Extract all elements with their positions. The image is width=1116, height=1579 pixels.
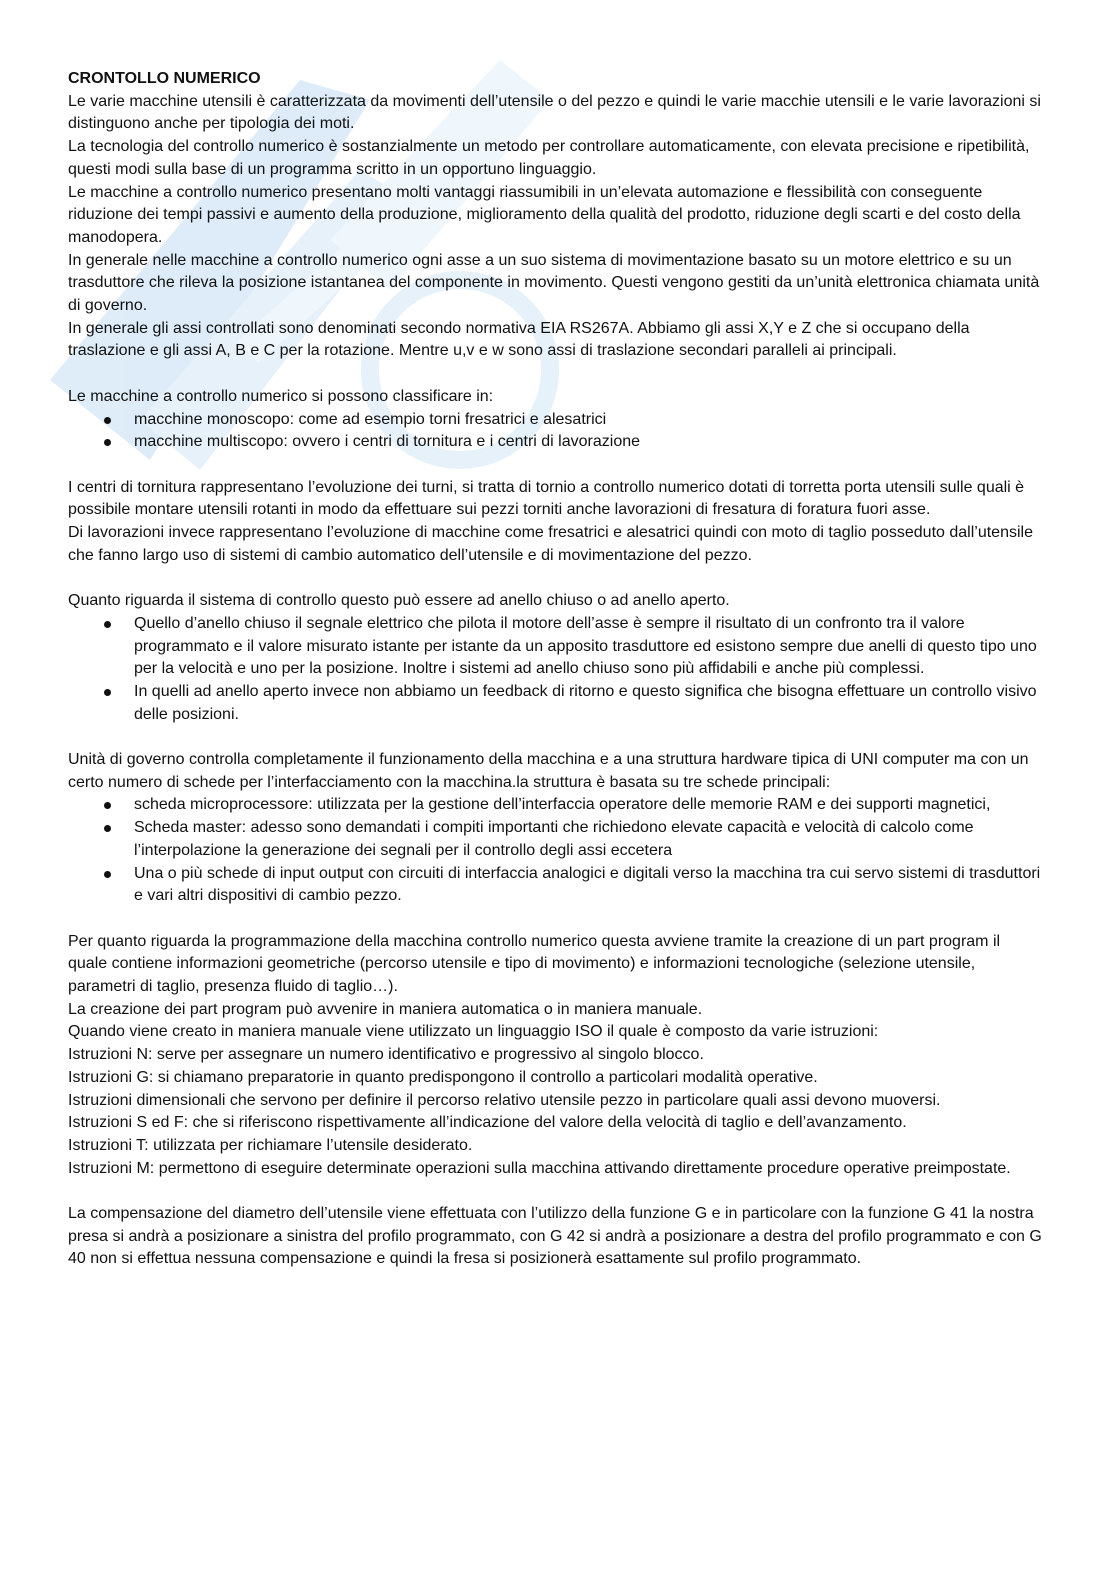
list-item: Quello d’anello chiuso il segnale elettrico che pilota il motore dell’asse è sempre il risultato di un confronto tra il valore programmato e il valore misurato istante per istante da un apposito trasduttore ed esistono sempre due anelli di questo tipo uno per la velocità e uno per la posizione. Inoltre i sistemi ad anello chiuso sono più affidabili e anche più complessi. <box>68 613 1043 681</box>
paragraph: Istruzioni S ed F: che si riferiscono rispettivamente all’indicazione del valore della velocità di taglio e dell’avanzamento. <box>68 1114 907 1132</box>
page-title: CRONTOLLO NUMERICO <box>68 70 261 87</box>
list-item: scheda microprocessore: utilizzata per la gestione dell’interfaccia operatore delle memorie RAM e dei supporti magnetici, <box>68 794 1043 817</box>
paragraph: I centri di tornitura rappresentano l’evoluzione dei turni, si tratta di tornio a controllo numerico dotati di torretta porta utensili sulle quali è possibile montare utensili rotanti in modo da effettuare sui pezzi torniti anche lavorazioni di fresatura di foratura fuori asse. <box>68 478 1025 519</box>
paragraph: Quanto riguarda il sistema di controllo questo può essere ad anello chiuso o ad anello aperto. <box>68 592 730 610</box>
spacer <box>68 1180 1043 1203</box>
paragraph: La creazione dei part program può avvenire in maniera automatica o in maniera manuale. <box>68 1000 703 1018</box>
spacer <box>68 363 1043 386</box>
paragraph: Unità di governo controlla completamente il funzionamento della macchina e a una struttura hardware tipica di UNI computer ma con un certo numero di schede per l’interfacciamento con la macchina.la struttura è basata su tre schede principali: <box>68 751 1029 791</box>
document-body <box>68 68 1043 1271</box>
paragraph: Di lavorazioni invece rappresentano l’evoluzione di macchine come fresatrici e alesatrici quindi con moto di taglio posseduto dall’utensile che fanno largo uso di sistemi di cambio automatico dell’utensile e di movimentazione del pezzo. <box>68 524 1033 564</box>
paragraph: Istruzioni M: permettono di eseguire determinate operazioni sulla macchina attivando direttamente procedure operative preimpostate. <box>68 1159 1011 1177</box>
list-item: In quelli ad anello aperto invece non abbiamo un feedback di ritorno e questo significa che bisogna effettuare un controllo visivo delle posizioni. <box>68 681 1043 726</box>
paragraph: La tecnologia del controllo numerico è sostanzialmente un metodo per controllare automaticamente, con elevata precisione e ripetibilità, questi modi sulla base di un programma scritto in un opportuno linguaggio. <box>68 138 1030 178</box>
bullet-list <box>68 409 1043 454</box>
spacer <box>68 454 1043 477</box>
paragraph: Le macchine a controllo numerico presentano molti vantaggi riassumibili in un’elevata automazione e flessibilità con conseguente riduzione dei tempi passivi e aumento della produzione, miglioramento della qualità del prodotto, riduzione degli scarti e del costo della manodopera. <box>68 183 1021 246</box>
paragraph: Le varie macchine utensili è caratterizzata da movimenti dell’utensile o del pezzo e quindi le varie macchie utensili e le varie lavorazioni si distinguono anche per tipologia dei moti. <box>68 92 1041 133</box>
spacer <box>68 726 1043 749</box>
paragraph: La compensazione del diametro dell’utensile viene effettuata con l’utilizzo della funzione G e in particolare con la funzione G 41 la nostra presa si andrà a posizionare a sinistra del profilo programmato, con G 42 si andrà a posizionare a destra del profilo programmato e con G 40 non si effettua nessuna compensazione e quindi la fresa si posizionerà esattamente sul profilo programmato. <box>68 1205 1042 1268</box>
list-item: macchine monoscopo: come ad esempio torni fresatrici e alesatrici <box>68 409 1043 432</box>
paragraph: Istruzioni T: utilizzata per richiamare l’utensile desiderato. <box>68 1136 473 1154</box>
bullet-list <box>68 613 1043 727</box>
list-item: macchine multiscopo: ovvero i centri di tornitura e i centri di lavorazione <box>68 431 1043 454</box>
spacer <box>68 908 1043 931</box>
paragraph: Istruzioni N: serve per assegnare un numero identificativo e progressivo al singolo blocco. <box>68 1046 704 1064</box>
paragraph: Istruzioni dimensionali che servono per definire il percorso relativo utensile pezzo in particolare quali assi devono muoversi. <box>68 1091 941 1109</box>
list-item: Scheda master: adesso sono demandati i compiti importanti che richiedono elevate capacità e velocità di calcolo come l’interpolazione la generazione dei segnali per il controllo degli assi eccetera <box>68 817 1043 862</box>
paragraph: In generale gli assi controllati sono denominati secondo normativa EIA RS267A. Abbiamo gli assi X,Y e Z che si occupano della traslazione e gli assi A, B e C per la rotazione. Mentre u,v e w sono assi di traslazione secondari paralleli ai principali. <box>68 319 970 360</box>
paragraph: Istruzioni G: si chiamano preparatorie in quanto predispongono il controllo a particolari modalità operative. <box>68 1068 818 1086</box>
list-item: Una o più schede di input output con circuiti di interfaccia analogici e digitali verso la macchina tra cui servo sistemi di trasduttori e vari altri dispositivi di cambio pezzo. <box>68 863 1043 908</box>
paragraph: Per quanto riguarda la programmazione della macchina controllo numerico questa avviene tramite la creazione di un part program il quale contiene informazioni geometriche (percorso utensile e tipo di movimento) e informazioni tecnologiche (selezione utensile, parametri di taglio, presenza fluido di taglio…). <box>68 932 1001 996</box>
spacer <box>68 567 1043 590</box>
paragraph: In generale nelle macchine a controllo numerico ogni asse a un suo sistema di movimentazione basato su un motore elettrico e su un trasduttore che rileva la posizione istantanea del componente in movimento. Questi vengono gestiti da un’unità elettronica chiamata unità di governo. <box>68 251 1040 315</box>
paragraph: Quando viene creato in maniera manuale viene utilizzato un linguaggio ISO il quale è composto da varie istruzioni: <box>68 1023 879 1041</box>
bullet-list <box>68 794 1043 908</box>
paragraph: Le macchine a controllo numerico si possono classificare in: <box>68 387 494 405</box>
